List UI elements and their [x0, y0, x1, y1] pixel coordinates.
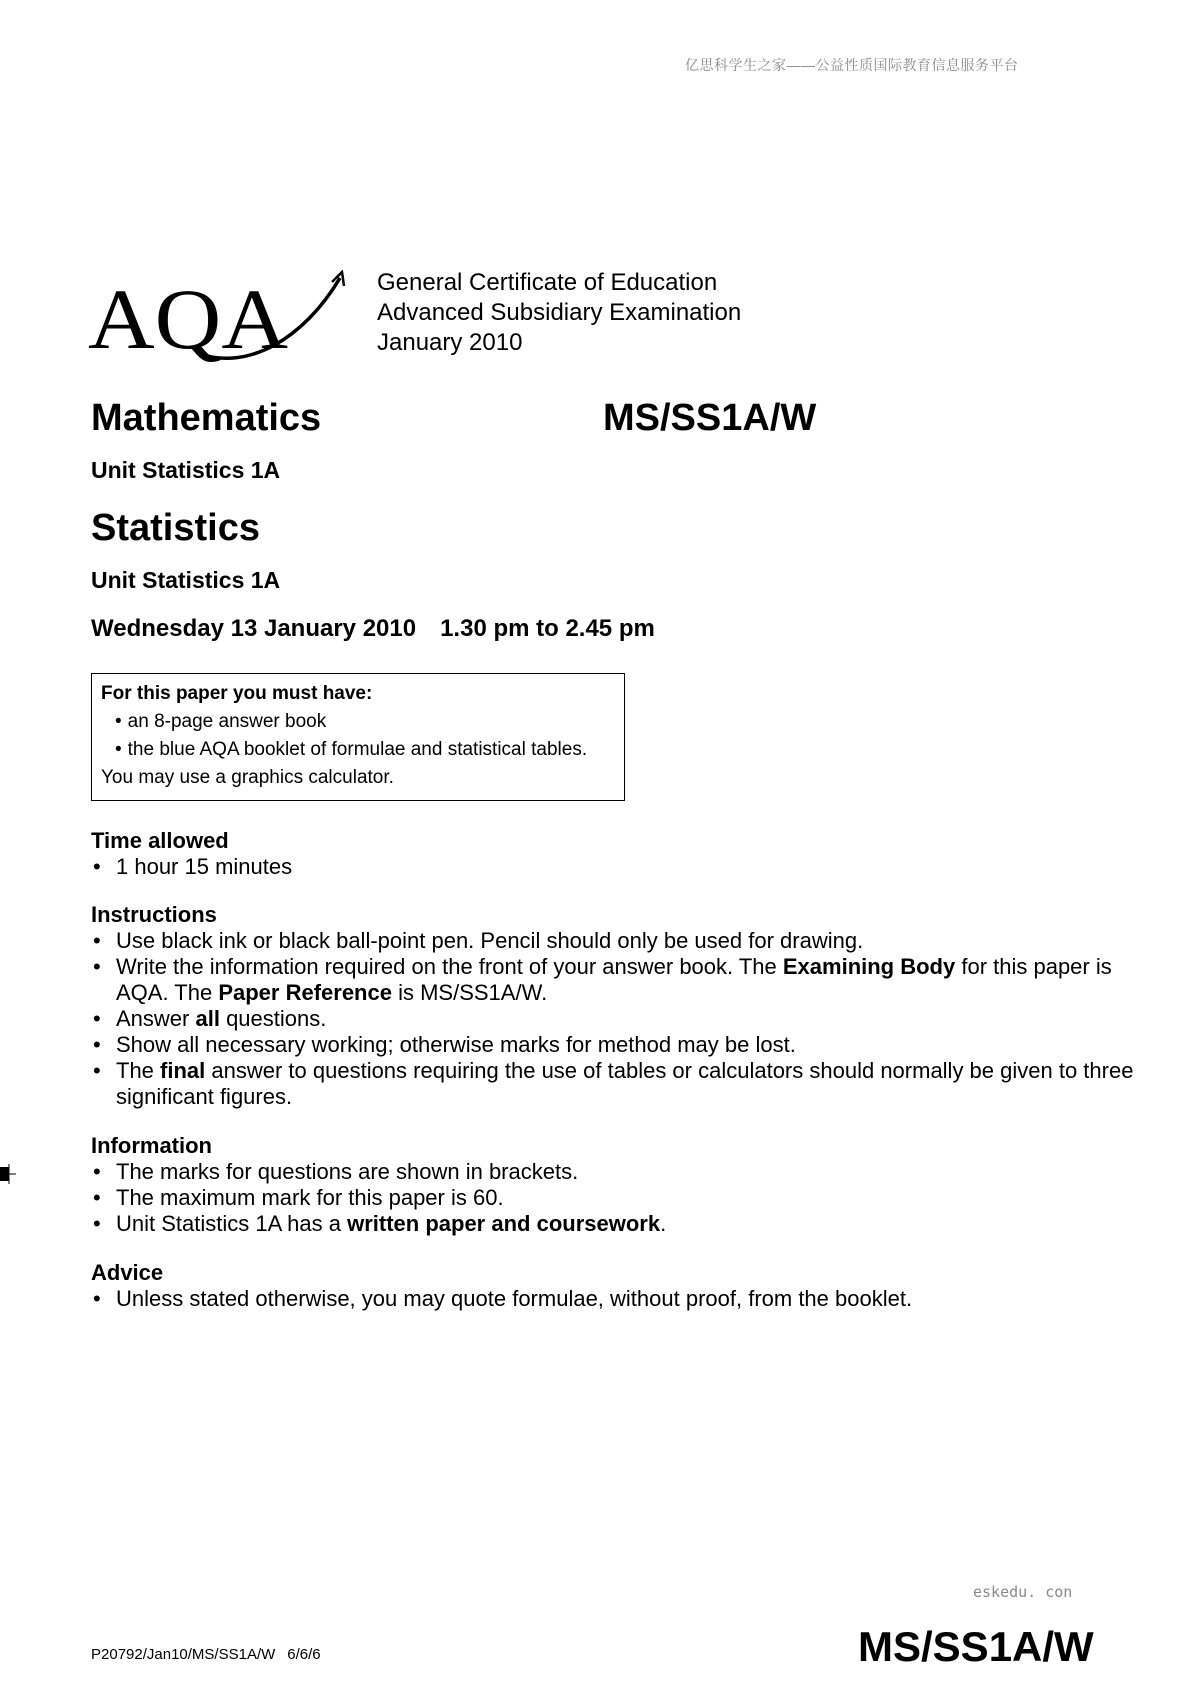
list-item — [91, 1058, 1146, 1110]
list-item — [91, 1211, 666, 1237]
text-run: The — [116, 1058, 161, 1083]
text-run: questions. — [219, 1006, 327, 1031]
unit-title: Unit Statistics 1A — [91, 457, 281, 483]
list-item: • The maximum mark for this paper is 60. — [91, 1185, 666, 1211]
list-item: • 1 hour 15 minutes — [91, 854, 292, 880]
subject-title-secondary: Statistics — [91, 507, 260, 549]
list-item — [91, 954, 1146, 1006]
watermark-top: 亿思科学生之家——公益性质国际教育信息服务平台 — [685, 57, 1019, 73]
exam-time: 1.30 pm to 2.45 pm — [440, 615, 655, 642]
qualification-line: General Certificate of Education — [377, 269, 718, 296]
text-run: answer to questions requiring the use of tables or calculators should normally be given to three significant figures. — [116, 1058, 1134, 1109]
footer-reference — [91, 1646, 321, 1663]
text-run: Unit Statistics 1A has a — [116, 1211, 348, 1236]
section-heading: Advice — [91, 1260, 164, 1285]
unit-title-secondary: Unit Statistics 1A — [91, 567, 281, 593]
aqa-logo — [88, 270, 350, 370]
registration-mark-icon — [0, 1164, 16, 1184]
requirements-box — [91, 673, 625, 801]
emphasis: Examining Body — [782, 954, 956, 979]
section-heading: Time allowed — [91, 828, 229, 853]
advice-section — [91, 1260, 912, 1312]
text-run: . — [660, 1211, 667, 1236]
list-item: • Use black ink or black ball-point pen. Pencil should only be used for drawing. — [91, 928, 1141, 954]
exam-date: Wednesday 13 January 2010 — [91, 615, 417, 642]
exam-datetime — [91, 615, 655, 643]
watermark-bottom: eskedu. con — [973, 1583, 1073, 1601]
requirements-note: You may use a graphics calculator. — [101, 767, 394, 788]
emphasis: final — [160, 1058, 206, 1083]
section-heading: Instructions — [91, 902, 217, 927]
text-run: Write the information required on the front of your answer book. The — [116, 954, 783, 979]
requirements-title: For this paper you must have: — [101, 683, 373, 704]
instructions-section — [91, 902, 1141, 1110]
text-run: Answer — [116, 1006, 196, 1031]
text-run: is MS/SS1A/W. — [391, 980, 548, 1005]
paper-parts: 6/6/6 — [287, 1646, 321, 1663]
time-allowed-section — [91, 828, 292, 880]
list-item: • The marks for questions are shown in brackets. — [91, 1159, 666, 1185]
requirement-item: • an 8-page answer book — [101, 708, 616, 736]
paper-reference: P20792/Jan10/MS/SS1A/W — [91, 1646, 276, 1663]
list-item: • Show all necessary working; otherwise marks for method may be lost. — [91, 1032, 1141, 1058]
emphasis: written paper and coursework — [347, 1211, 661, 1236]
footer-paper-code: MS/SS1A/W — [858, 1623, 1094, 1670]
information-section — [91, 1133, 666, 1237]
text-run: for this paper is AQA. The — [116, 954, 1112, 1005]
emphasis: all — [195, 1006, 220, 1031]
qualification-block — [377, 268, 741, 358]
subject-title: Mathematics — [91, 397, 322, 439]
paper-code: MS/SS1A/W — [603, 397, 817, 439]
list-item: • Unless stated otherwise, you may quote formulae, without proof, from the booklet. — [91, 1286, 912, 1312]
section-heading: Information — [91, 1133, 212, 1158]
qualification-line: Advanced Subsidiary Examination — [377, 299, 742, 326]
list-item — [91, 1006, 1141, 1032]
exam-session: January 2010 — [377, 329, 523, 356]
emphasis: Paper Reference — [218, 980, 392, 1005]
aqa-logo-text: AQA — [88, 271, 288, 367]
requirement-item: • the blue AQA booklet of formulae and statistical tables. — [101, 736, 616, 764]
